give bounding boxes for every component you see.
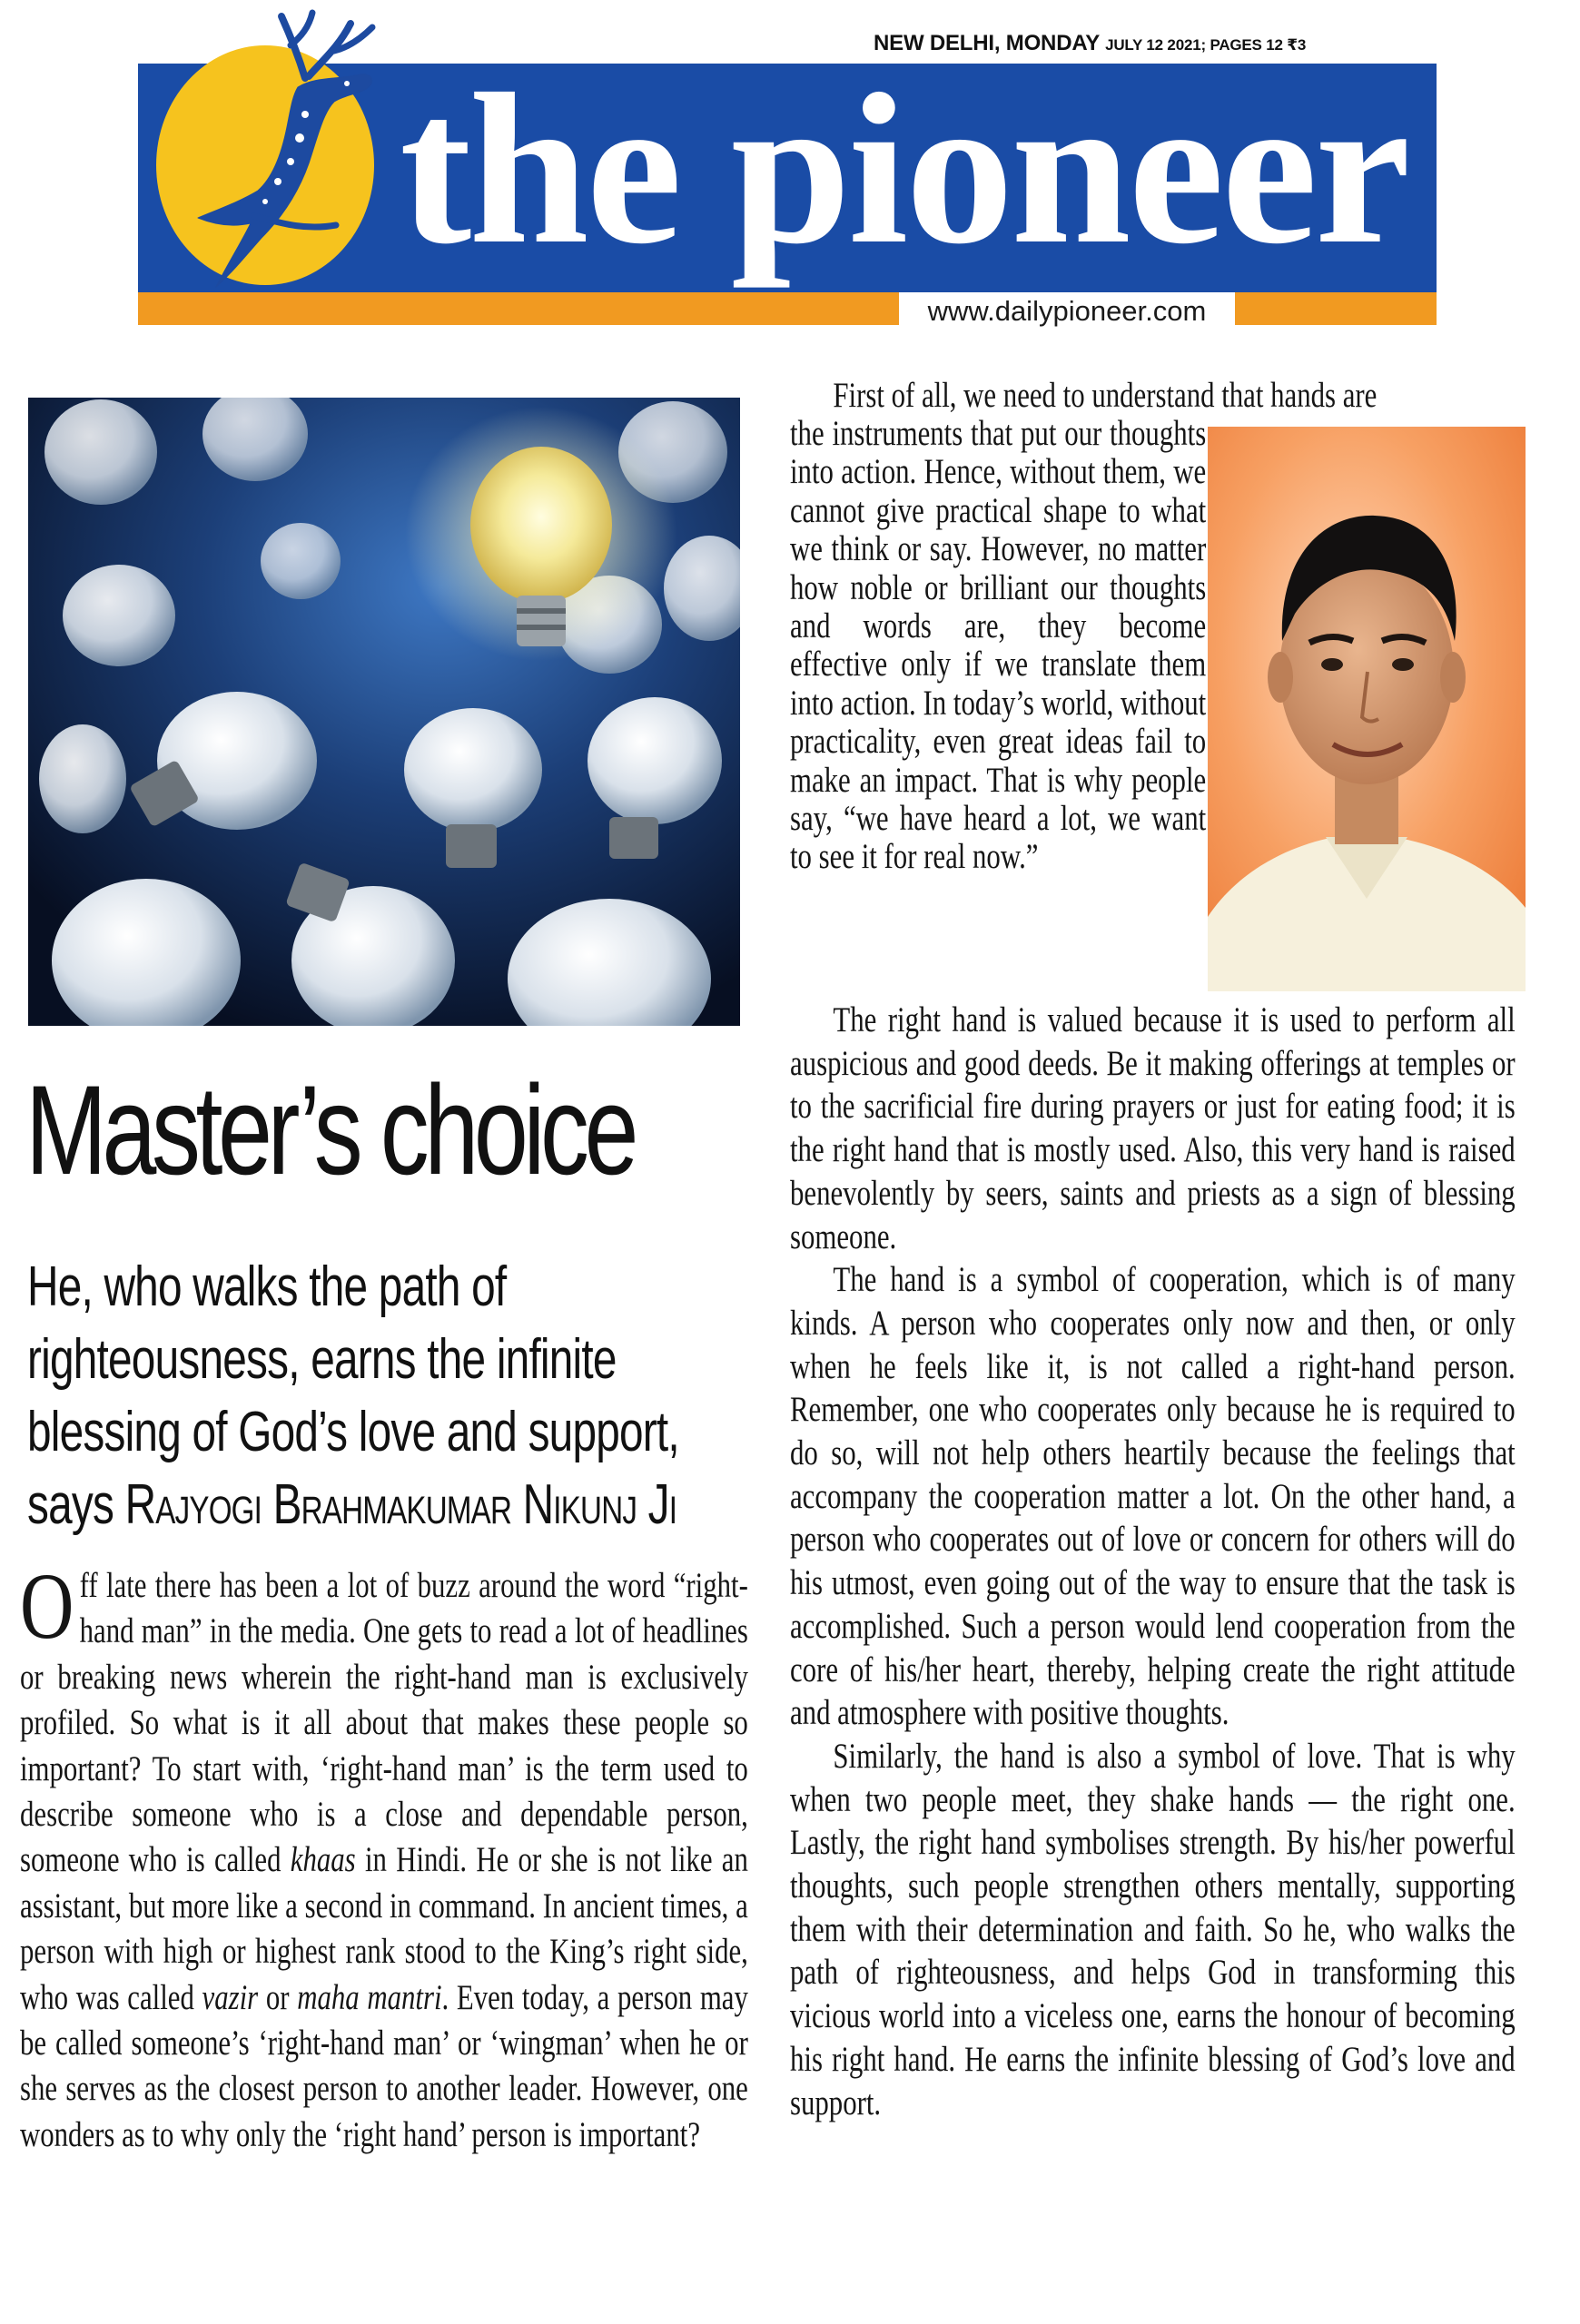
dateline-main: NEW DELHI, MONDAY [874, 31, 1100, 55]
dateline-issue: JULY 12 2021; PAGES 12 ₹3 [1105, 36, 1307, 54]
left-body-part-2: in Hindi. He or she is not like an assistant, but more like a second in command. In ancient times, a person with high or highest rank stood to the King’s right side, who was called [20, 1840, 748, 2017]
light-bulbs-illustration [28, 398, 740, 1026]
light-bulbs-photo [28, 398, 740, 1026]
term-vazir: vazir [202, 1977, 259, 2017]
left-body-part-1: ff late there has been a lot of buzz around the word “right-hand man” in the media. One gets to read a lot of headlines or breaking news wherein the right-hand man is exclusively profiled. So what is it all about that makes these people so important? To start with, ‘right-hand man’ is the term used to describe someone who is a close and dependable person, someone who is called [20, 1566, 748, 1880]
right-column-body [790, 999, 1516, 2124]
author-portrait-illustration [1208, 427, 1526, 991]
drop-cap: O [20, 1554, 74, 1659]
standfirst-text: He, who walks the path of righteousness, earns the infinite blessing of God’s love and support, says [27, 1256, 679, 1536]
right-body-narrow-paragraph: the instruments that put our thoughts into action. Hence, without them, we cannot give practical shape to what we think or say. However, no matter how noble or brilliant our thoughts and words are, they become effective only if we translate them into action. In today’s world, without practicality, even great ideas fail to make an impact. That is why people say, “we have heard a lot, we want to see it for real now.” [790, 414, 1207, 877]
author-byline: Rajyogi Brahmakumar Nikunj Ji [124, 1473, 677, 1536]
author-portrait-photo [1208, 427, 1526, 991]
right-body-paragraph: The hand is a symbol of cooperation, which is of many kinds. A person who cooperates only now and then, or only when he feels like it, is not called a right-hand person. Remember, one who cooperates only because he is required to do so, will not help others heartily because the feelings that accompany the cooperation matter a lot. On the other hand, a person who cooperates out of love or concern for others will do his utmost, even going out of the way to ensure that the task is accomplished. Such a person would lend cooperation from the core of his/her heart, thereby, helping create the right attitude and atmosphere with positive thoughts. [790, 1260, 1516, 1733]
masthead [0, 0, 1580, 336]
left-body-part-3: or [265, 1977, 290, 2017]
left-body-part-4: . Even today, a person may be called someone’s ‘right-hand man’ or ‘wingman’ when he or she serves as the closest person to another leader. However, one wonders as to why only the ‘right hand’ person is important? [20, 1977, 748, 2154]
site-url[interactable]: www.dailypioneer.com [899, 292, 1235, 332]
right-column-narrow-text [790, 415, 1206, 877]
term-khaas: khaas [290, 1840, 356, 1880]
right-body-paragraph: The right hand is valued because it is used to perform all auspicious and good deeds. Be it making offerings at temples or to the sacrificial fire during prayers or just for eating food; it is the right hand that is mostly used. Also, this very hand is raised benevolently by seers, saints and priests as a sign of blessing someone. [790, 1000, 1516, 1256]
right-body-first-line: First of all, we need to understand that hands are [833, 376, 1378, 415]
left-column-body [20, 1554, 748, 2158]
newspaper-title: the pioneer [400, 50, 1408, 289]
deer-logo-icon [145, 0, 409, 309]
article-standfirst [27, 1251, 734, 1541]
right-column-first-line [790, 377, 1572, 415]
article-headline: Master’s choice [25, 1059, 635, 1201]
term-maha-mantri: maha mantri [297, 1977, 442, 2017]
right-body-paragraph: Similarly, the hand is also a symbol of love. That is why when two people meet, they shake hands — the right one. Lastly, the right hand symbolises strength. By his/her powerful thoughts, such people strengthen others mentally, supporting them with their determination and faith. So he, who walks the path of righteousness, and helps God in transforming this vicious world into a viceless one, earns the honour of becoming his right hand. He earns the infinite blessing of God’s love and support. [790, 1736, 1516, 2122]
